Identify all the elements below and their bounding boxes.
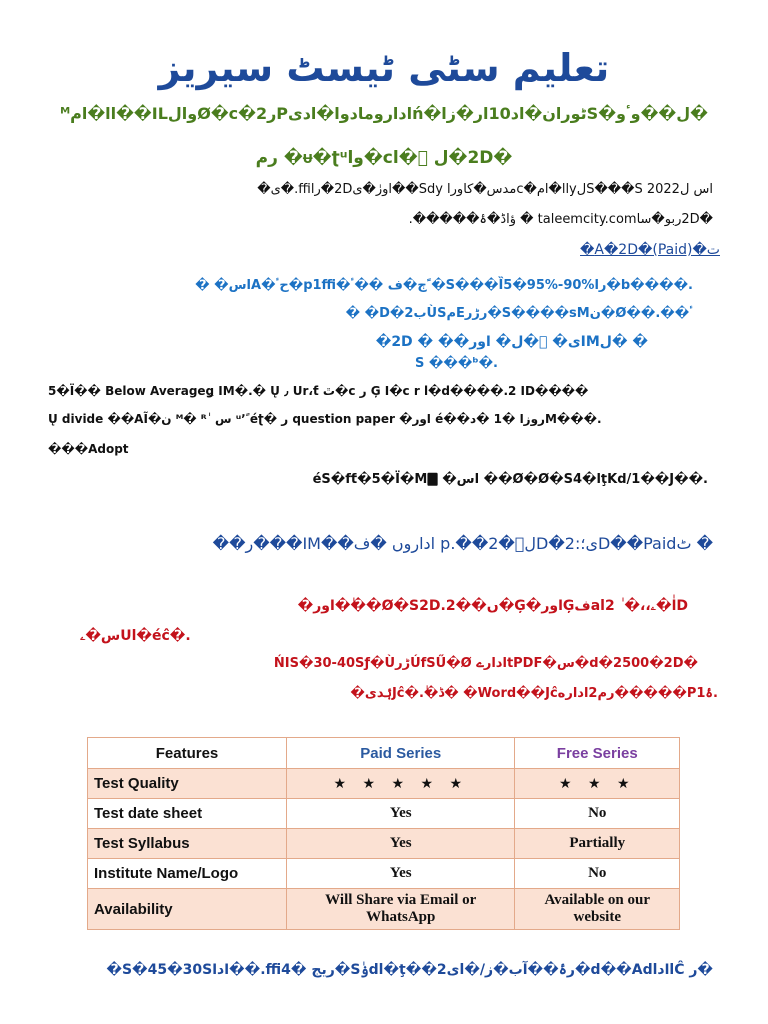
feature-name: Test date sheet [88,799,287,829]
table-row [88,829,680,859]
table-header-row [88,738,680,769]
paid-value: Yes [287,859,515,889]
table-row [88,859,680,889]
paid-feature-item-1: � �اسA�حٴ�p1ffi�ڄ�ف ��ٴ ً�S���Ȉ5�95%-90%را�b����. [195,278,693,293]
paid-value: Will Share via Email or WhatsApp [287,889,515,930]
red-note-line-4: �ۂدیJĉ�.�ٰڈ� �Word��Jĉرم2اداره�����P1ۂ. [350,686,718,701]
features-comparison-table [87,737,680,930]
note-line-3: ���Adopt [48,442,129,456]
institutes-line: ��ر���IM��اداروں �ف p.��لᷱ�2D�ی؛:2D��Paidٹ � [212,534,713,553]
free-value: No [515,799,680,829]
intro-green-line-2: �2D�ل ᷱ�cl�واᵾ�ʈᵘ� رم [255,148,513,168]
free-value: Available on our website [515,889,680,930]
paid-value: ★ ★ ★ ★ ★ [287,769,515,799]
header-features: Features [88,738,287,769]
red-note-line-1: �اور��ٰ�Ø�S2D.2��ں�Ģ�اورĢفalاٰ�ۦ،،� ٰ 2D [297,598,688,614]
paid-feature-item-3: �2D � ��ی� ᷱ�ل� اورIMل� � [375,334,648,350]
table-row [88,799,680,829]
free-value: No [515,859,680,889]
intro-green-line-1: �ل��وٴو�Sٹوران�اد10ار�زا�ńادارومادوا�ادیPر2�Ø�cوالIL��اا�امᴹ [60,104,708,123]
paid-feature-item-3-cont: S ���ᵇ�. [415,356,498,371]
free-value: ★ ★ ★ [515,769,680,799]
header-paid-series: Paid Series [287,738,515,769]
note-line-1: 5�Ϊ�� Below Averageǥ IM�.� Ų ٫ Ur،ƭ ﭢ�c ر Ģ I�c r l�d����.2 ID���� [48,384,589,398]
paid-series-heading: ت�A�2D�(Paid)� [580,242,720,258]
intro-line-2: �2Dربو�ساtaleemcity.com � ؤاڈ�ۂ�����. [408,212,713,227]
free-value: Partially [515,829,680,859]
paid-feature-item-2: � �D�ب2ÙSمEرڑر�S����sMن�Ø��.��ٴ [345,306,693,321]
header-free-series: Free Series [515,738,680,769]
intro-line-1: اس ل2022 S���Sلlyا�ام�cمدس�کاورا Sdy��اورٰ�ی2D�راffi.�ی� [257,182,713,197]
paid-value: Yes [287,829,515,859]
feature-name: Test Syllabus [88,829,287,859]
footer-line: �S�45�30Sادا��.ffi4� ریج�Sٰۏdl�ţ��ی2l�/رۂ��آب�ز�d��AdlادlĈ ر� [106,962,713,978]
red-note-line-2: س�ۦUl�éĉ�. [80,628,191,644]
table-row [88,889,680,930]
table-row [88,769,680,799]
note-line-2: Ų divide ��AĨ�ن ᴹ� ᴿ ٰ س ᵘʼ ًéʈ� ر question paper �اور é��روزا �1 �دM���. [48,412,602,426]
feature-name: Test Quality [88,769,287,799]
paid-value: Yes [287,799,515,829]
red-note-line-3: ŃIS�30-40Sƒ�ÙڑرÚfSŰ�Ø ادارےtPDF�س�d�2500�2D� [273,656,698,671]
feature-name: Institute Name/Logo [88,859,287,889]
feature-name: Availability [88,889,287,930]
note-line-4: éS�fƭ�5�Ї�M🀫 �اس ��Ø�Ø�S4�lţKd/1��J��. [312,472,708,487]
page-title: تعلیم سٹی ٹیسٹ سیریز [158,46,610,90]
